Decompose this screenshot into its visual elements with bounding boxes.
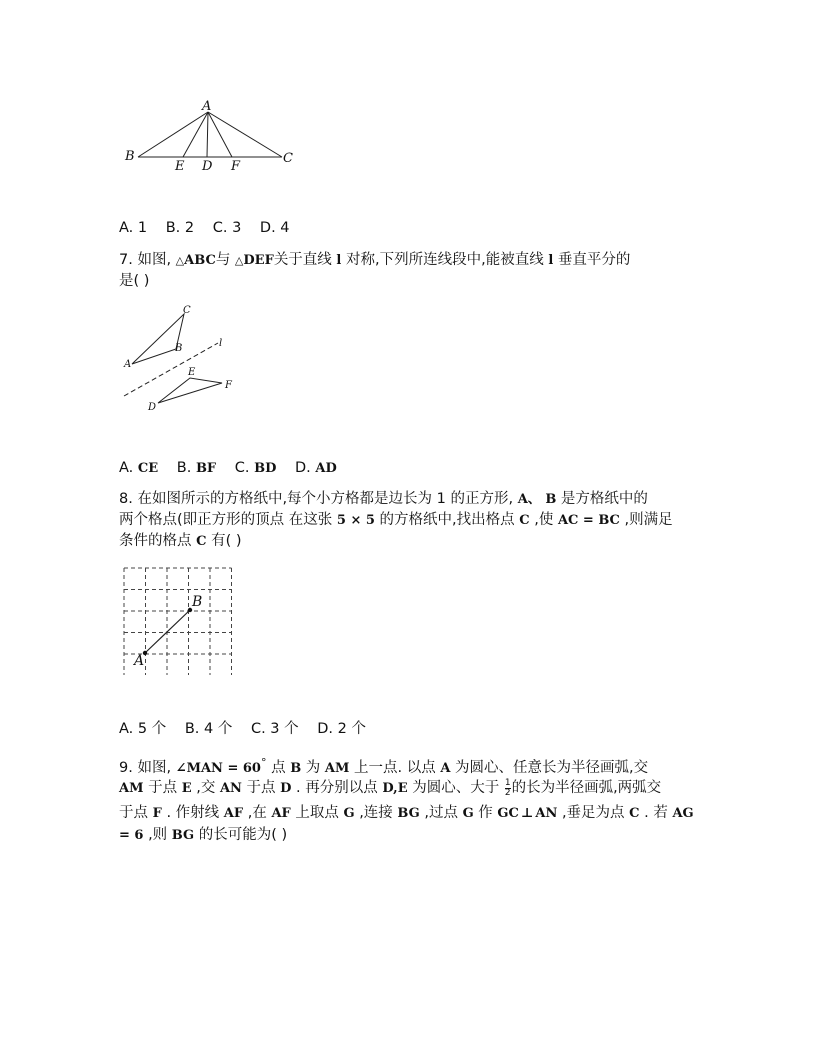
q9-text: ,则 xyxy=(143,827,172,843)
q9-text: 的长为半径画弧,两弧交 xyxy=(511,780,662,796)
q9-text: . 再分别以点 xyxy=(291,780,383,796)
q9-text: 于点 xyxy=(241,780,281,796)
q9-text: 作 xyxy=(473,805,498,821)
q9-equation: = 6 xyxy=(119,828,144,843)
q9-point: G xyxy=(343,806,355,821)
q7-triangle-abc: ABC xyxy=(184,253,216,268)
q8-point-c: C xyxy=(196,534,207,549)
q9-ray: AF xyxy=(223,806,244,821)
q9-text: 上一点. 以点 xyxy=(349,759,441,776)
q7-text: 关于直线 xyxy=(273,252,337,268)
figure-grid-paper xyxy=(118,560,238,675)
label-a: A xyxy=(134,653,145,669)
q9-fraction: $\frac{1}{2}$ xyxy=(504,777,511,798)
q9-point: C xyxy=(629,806,640,821)
label-c: C xyxy=(183,305,191,316)
q9-ray: AF xyxy=(271,806,291,821)
q8-option-c[interactable]: C. 3 个 xyxy=(250,721,299,737)
q9-text: . 作射线 xyxy=(161,805,224,821)
q7-option-b[interactable]: B. BF xyxy=(176,460,217,476)
q9-text: 于点 xyxy=(143,780,182,796)
q9-segment: AG xyxy=(672,806,694,821)
q9-text: ,交 xyxy=(191,780,220,796)
q9-text: ,垂足为点 xyxy=(557,805,630,821)
q9-text: 为 xyxy=(301,759,325,776)
label-c: C xyxy=(283,151,293,166)
triangle-symbol: △ xyxy=(175,254,185,267)
q7-text: 7. 如图, xyxy=(119,252,176,268)
q9-angle: ∠MAN = 60 xyxy=(175,760,261,776)
q7-text: 垂直平分的 xyxy=(553,252,631,268)
q8-text: 8. 在如图所示的方格纸中,每个小方格都是边长为 1 的正方形, xyxy=(119,491,518,507)
q9-stem-line1 xyxy=(119,753,648,779)
label-b: B xyxy=(175,343,183,354)
q9-text: 于点 xyxy=(119,805,153,821)
q9-point: F xyxy=(152,806,162,821)
q8-text: 有( ) xyxy=(206,533,242,549)
label-b: B xyxy=(125,149,135,164)
q7-line-l: l xyxy=(336,253,342,268)
q8-grid-size: 5 × 5 xyxy=(336,513,375,528)
q9-segment: BG xyxy=(397,806,420,821)
q9-text: ,过点 xyxy=(419,805,463,821)
q9-segment: AN xyxy=(535,806,558,821)
q9-stem-line3 xyxy=(119,803,694,824)
triangle-symbol: △ xyxy=(234,254,244,267)
q8-stem-line2 xyxy=(119,510,673,531)
q6-option-c[interactable]: C. 3 xyxy=(212,220,242,236)
q9-text: ,连接 xyxy=(354,805,398,821)
q8-option-b[interactable]: B. 4 个 xyxy=(184,721,233,737)
q9-text: 点 xyxy=(266,759,291,776)
q9-segment: AM xyxy=(119,781,144,796)
q9-point: D xyxy=(280,781,292,796)
q7-option-d[interactable]: D. AD xyxy=(294,460,337,476)
q9-segment: AM xyxy=(324,760,350,776)
q8-text: 的方格纸中,找出格点 xyxy=(374,512,520,528)
figure-triangle-abc xyxy=(118,96,308,176)
label-d: D xyxy=(148,402,157,413)
q8-text: ,则满足 xyxy=(619,512,673,528)
figure-symmetric-triangles xyxy=(118,300,248,420)
q9-point: B xyxy=(290,760,302,776)
q8-option-a[interactable]: A. 5 个 xyxy=(119,721,167,737)
q9-segment: GC xyxy=(497,806,519,821)
q9-text: 9. 如图, xyxy=(119,759,176,776)
q7-stem-line2: 是( ) xyxy=(119,273,150,289)
q8-text: 是方格纸中的 xyxy=(556,491,648,507)
q9-point: G xyxy=(462,806,474,821)
label-a: A xyxy=(124,359,132,370)
q9-degree: ° xyxy=(260,756,267,769)
label-e: E xyxy=(175,159,185,174)
q9-text: 为圆心、任意长为半径画弧,交 xyxy=(450,759,649,776)
q8-text: 两个格点(即正方形的顶点 在这张 xyxy=(119,512,337,528)
label-f: F xyxy=(225,380,232,391)
q7-text: 与 xyxy=(215,252,235,268)
q8-option-d[interactable]: D. 2 个 xyxy=(317,721,366,737)
q9-segment: BG xyxy=(171,828,195,843)
label-a: A xyxy=(202,99,212,114)
q9-text: . 若 xyxy=(639,805,673,821)
q6-option-b[interactable]: B. 2 xyxy=(165,220,195,236)
q9-stem-line4 xyxy=(119,825,287,846)
q7-options xyxy=(119,458,337,479)
q9-stem-line2 xyxy=(119,778,661,799)
perpendicular-symbol: ⊥ xyxy=(520,806,534,821)
q7-option-c[interactable]: C. BD xyxy=(234,460,277,476)
q9-point: A xyxy=(440,760,451,776)
q7-line-l: l xyxy=(548,253,554,268)
q9-point: E xyxy=(181,781,192,796)
q8-text: 条件的格点 xyxy=(119,533,197,549)
q7-stem-line1 xyxy=(119,250,630,271)
q9-text: 上取点 xyxy=(290,805,344,821)
q8-points-ab: A、 B xyxy=(517,492,557,507)
q6-option-a[interactable]: A. 1 xyxy=(119,220,148,236)
q6-option-d[interactable]: D. 4 xyxy=(259,220,290,236)
label-e: E xyxy=(188,367,196,378)
q9-text: 为圆心、大于 xyxy=(407,780,504,796)
q8-stem-line3 xyxy=(119,531,242,552)
q9-text: ,在 xyxy=(243,805,272,821)
q7-option-a[interactable]: A. CE xyxy=(119,460,159,476)
q6-options xyxy=(119,218,290,238)
label-f: F xyxy=(231,159,241,174)
q8-options xyxy=(119,719,366,739)
q8-stem-line1 xyxy=(119,489,648,510)
q7-triangle-def: DEF xyxy=(243,253,274,268)
q9-text: 的长可能为( ) xyxy=(194,827,288,843)
q7-text: 对称,下列所连线段中,能被直线 xyxy=(341,252,549,268)
q8-equation: AC = BC xyxy=(557,513,620,528)
q9-segment: AN xyxy=(219,781,242,796)
q8-text: ,使 xyxy=(529,512,558,528)
label-l: l xyxy=(219,338,223,349)
q8-point-c: C xyxy=(519,513,530,528)
q9-points: D,E xyxy=(382,781,408,796)
label-b: B xyxy=(192,594,203,610)
label-d: D xyxy=(202,159,213,174)
